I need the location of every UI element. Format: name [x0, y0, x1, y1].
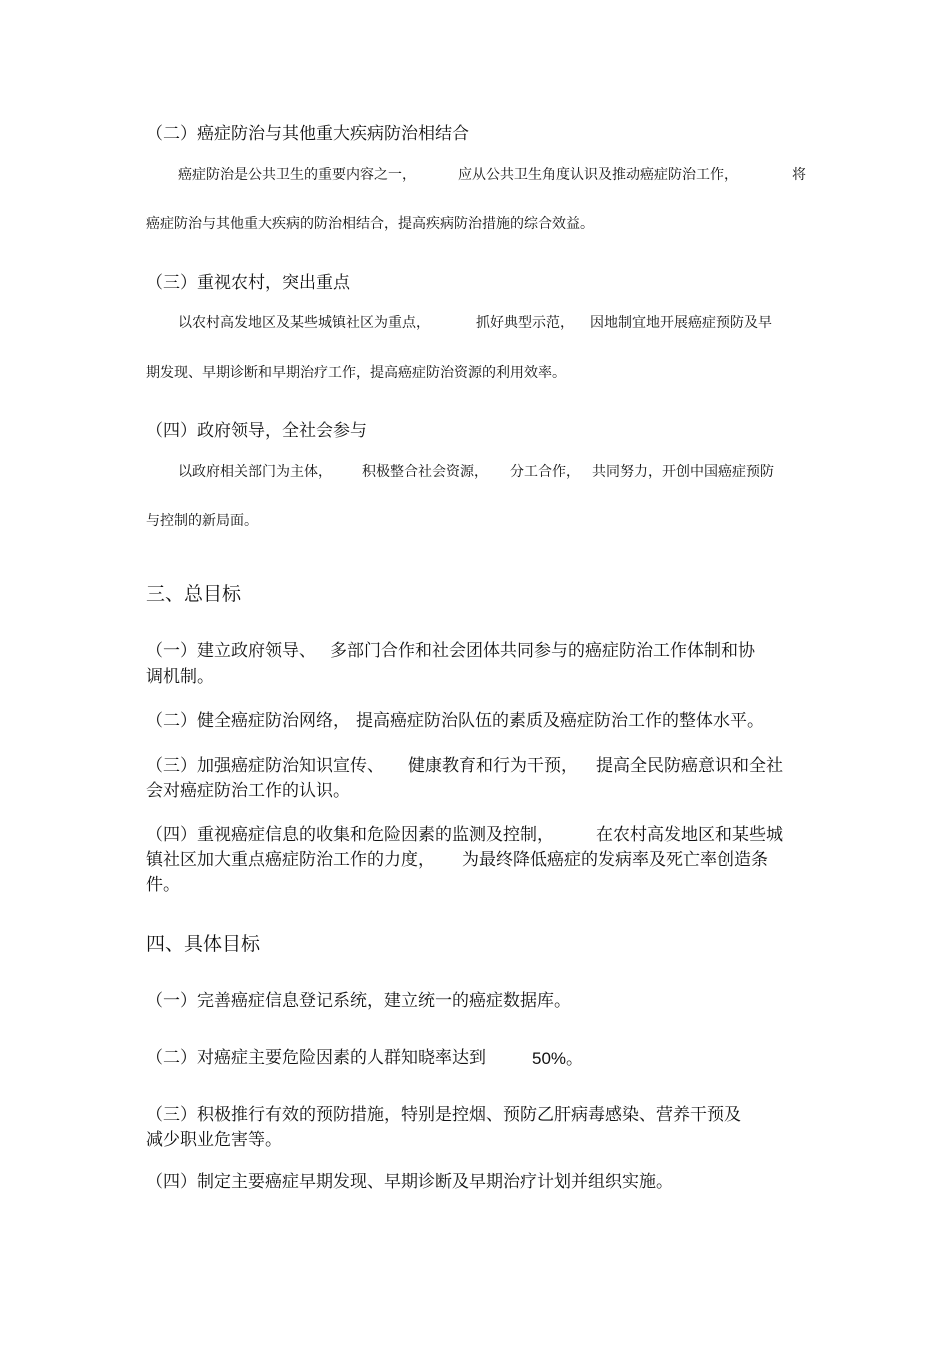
- para-principle-4-line2: 与控制的新局面。: [146, 513, 258, 529]
- target-4: （四）制定主要癌症早期发现、早期诊断及早期治疗计划并组织实施。: [146, 1172, 673, 1192]
- heading-principle-4: （四）政府领导，全社会参与: [146, 421, 367, 441]
- para-principle-2-line2: 癌症防治与其他重大疾病的防治相结合，提高疾病防治措施的综合效益。: [146, 216, 594, 232]
- goal-1-seg1: （一）建立政府领导、: [146, 641, 316, 661]
- goal-1-line2: 调机制。: [146, 667, 214, 687]
- heading-principle-3: （三）重视农村，突出重点: [146, 273, 350, 293]
- section-4-title: 四、具体目标: [146, 933, 261, 955]
- goal-1-seg2: 多部门合作和社会团体共同参与的癌症防治工作体制和协: [330, 641, 755, 661]
- goal-2-seg1: （二）健全癌症防治网络，: [146, 711, 350, 731]
- para-principle-4-seg1: 以政府相关部门为主体，: [178, 464, 332, 480]
- para-principle-2-seg1: 癌症防治是公共卫生的重要内容之一，: [178, 167, 416, 183]
- para-principle-2-seg3: 将: [792, 167, 806, 183]
- goal-3-seg1: （三）加强癌症防治知识宣传、: [146, 756, 384, 776]
- para-principle-4-seg4: 共同努力，开创中国癌症预防: [592, 464, 774, 480]
- target-1: （一）完善癌症信息登记系统，建立统一的癌症数据库。: [146, 991, 571, 1011]
- goal-4-line2-seg2: 为最终降低癌症的发病率及死亡率创造条: [462, 850, 768, 870]
- para-principle-3-seg2: 抓好典型示范，: [476, 315, 574, 331]
- para-principle-4-seg2: 积极整合社会资源，: [362, 464, 488, 480]
- goal-4-line2-seg1: 镇社区加大重点癌症防治工作的力度，: [146, 850, 435, 870]
- target-3-line2: 减少职业危害等。: [146, 1130, 282, 1150]
- para-principle-3-seg1: 以农村高发地区及某些城镇社区为重点，: [178, 315, 430, 331]
- para-principle-3-seg3: 因地制宜地开展癌症预防及早: [590, 315, 772, 331]
- goal-4-seg2: 在农村高发地区和某些城: [596, 825, 783, 845]
- para-principle-4-seg3: 分工合作，: [510, 464, 580, 480]
- para-principle-2-seg2: 应从公共卫生角度认识及推动癌症防治工作，: [458, 167, 738, 183]
- goal-2-seg2: 提高癌症防治队伍的素质及癌症防治工作的整体水平。: [356, 711, 764, 731]
- target-2-value: 50%。: [532, 1049, 584, 1068]
- target-2-text: （二）对癌症主要危险因素的人群知晓率达到: [146, 1048, 486, 1068]
- heading-principle-2: （二）癌症防治与其他重大疾病防治相结合: [146, 124, 469, 144]
- goal-3-line2: 会对癌症防治工作的认识。: [146, 781, 350, 801]
- goal-4-line3: 件。: [146, 875, 180, 895]
- para-principle-3-line2: 期发现、早期诊断和早期治疗工作，提高癌症防治资源的利用效率。: [146, 365, 566, 381]
- section-3-title: 三、总目标: [146, 583, 242, 605]
- target-3-line1: （三）积极推行有效的预防措施，特别是控烟、预防乙肝病毒感染、营养干预及: [146, 1105, 741, 1125]
- goal-3-seg2: 健康教育和行为干预，: [408, 756, 578, 776]
- goal-4-seg1: （四）重视癌症信息的收集和危险因素的监测及控制，: [146, 825, 554, 845]
- goal-3-seg3: 提高全民防癌意识和全社: [596, 756, 783, 776]
